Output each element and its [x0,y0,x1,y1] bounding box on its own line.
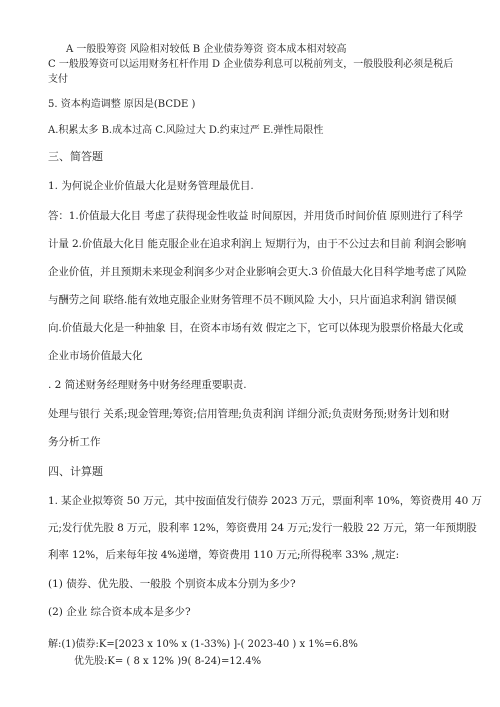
section-heading-short-answer: 三、简答题 [48,150,103,163]
solution-line-bond: 解:(1)债券:K=[2023 x 10% x (1-33%) ]-( 2023-40 ) x 1%=6.8% [48,639,358,650]
short-answer-question-1: 1. 为何说企业价值最大化是财务管理最优目. [48,180,254,192]
calc-question-line-1: 1. 某企业拟筹资 50 万元，其中按面值发行债券 2023 万元，票面利率 10%，筹资费用 40 万 [48,495,482,507]
question-5: 5. 资本构造调整 原因是(BCDE ) [48,99,196,110]
choice-line-a-b: A 一般股筹资 风险相对较低 B 企业债券筹资 资本成本相对较高 [66,44,347,55]
answer-line-5: 向.价值最大化是一种抽象 目，在资本市场有效 假定之下，它可以体现为股票价格最大化或 [48,322,464,334]
short-answer-question-2: . 2 简述财务经理财务中财务经理重要职责. [48,379,247,391]
calc-subquestion-2: (2) 企业 综合资本成本是多少? [48,606,191,618]
answer-line-4: 与酬劳之间 联络.能有效地克服企业财务管理不员不顾风险 大小，只片面追求利润 错误倾 [48,294,457,306]
calc-question-line-2: 元;发行优先股 8 万元，股利率 12%，筹资费用 24 万元;发行一般股 22 万元，第一年预期股 [48,522,477,534]
answer-2-line-1: 处理与银行 关系;现金管理;筹资;信用管理;负责利润 详细分派;负责财务预;财务计划和财 [48,408,450,420]
answer-line-6: 企业市场价值最大化 [48,350,143,362]
answer-line-1: 答：1.价值最大化目 考虑了获得现金性收益 时间原因，并用货币时间价值 原则进行了科学 [48,210,463,222]
answer-line-2: 计量 2.价值最大化目 能克服企业在追求利润上 短期行为，由于不公过去和目前 利润会影响 [48,238,466,250]
choice-line-continuation: 支付 [48,74,68,85]
solution-line-preferred: 优先股:K= ( 8 x 12% )9( 8-24)=12.4% [74,656,262,667]
choice-line-c-d: C 一般股筹资可以运用财务杠杆作用 D 企业债券利息可以税前列支，一般股股利必须是税后 [48,59,454,70]
answer-2-line-2: 务分析工作 [48,436,101,448]
calc-subquestion-1: (1) 债券、优先股、一般股 个别资本成本分别为多少? [48,578,296,590]
section-heading-calculation: 四、计算题 [48,465,103,478]
calc-question-line-3: 利率 12%，后来每年按 4%递增，筹资费用 110 万元;所得税率 33% ,规定: [48,549,400,561]
answer-line-3: 企业价值，并且预期未来现金利润多少对企业影响会更大.3 价值最大化目科学地考虑了风险 [48,266,467,278]
question-5-options: A.积累太多 B.成本过高 C.风险过大 D.约束过严 E.弹性局限性 [48,125,324,136]
